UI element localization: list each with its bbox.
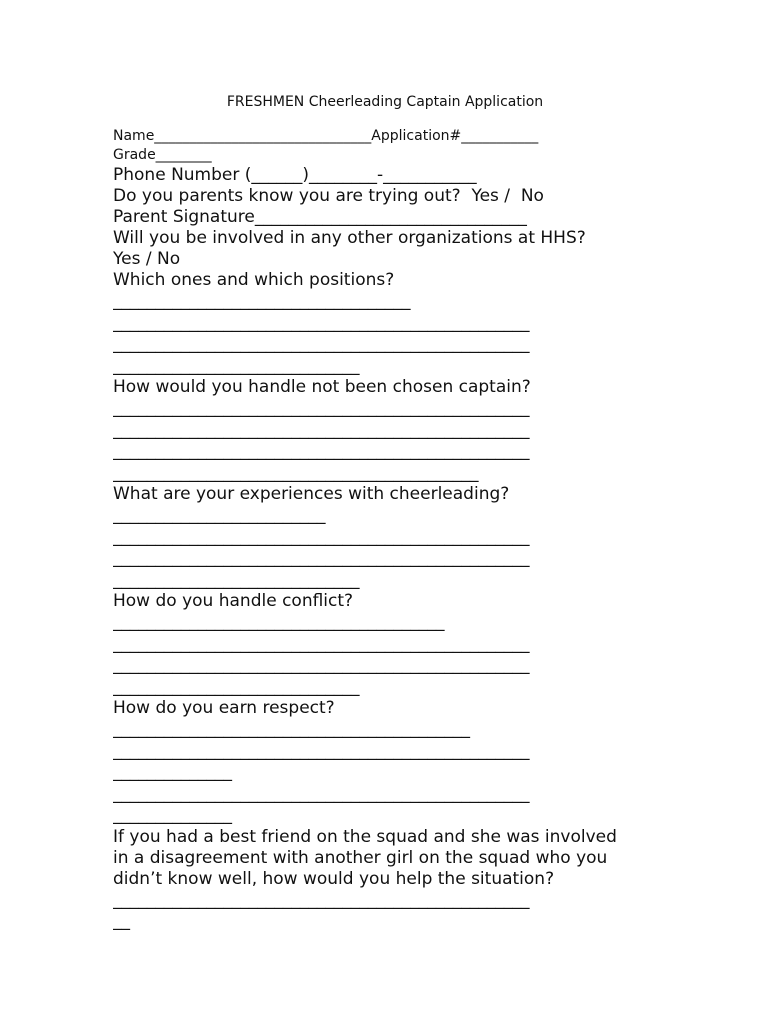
parents-know-line: Do you parents know you are trying out? Yes / No (113, 186, 544, 206)
best-friend-2-line: in a disagreement with another girl on the squad who you (113, 847, 608, 868)
answer-line[interactable]: _________________________________________________ (113, 889, 530, 910)
answer-line[interactable]: _________________________ (113, 505, 326, 525)
answer-line[interactable]: _________________________________________________ (113, 312, 530, 333)
answer-line[interactable]: _________________________________________________ (113, 783, 530, 804)
answer-line[interactable]: _________________________________________________ (113, 548, 530, 568)
answer-line[interactable]: _________________________________________________ (113, 655, 530, 675)
answer-line[interactable]: _________________________________________________ (113, 441, 530, 461)
answer-line[interactable]: _______________________________________ (113, 612, 445, 632)
best-friend-3-line: didn’t know well, how would you help the situation? (113, 868, 555, 889)
answer-line[interactable]: _________________________________________________ (113, 398, 530, 418)
answer-line[interactable]: ___________________________________ (113, 291, 411, 311)
grade-line: Grade________ (113, 147, 212, 163)
respect-line: How do you earn respect? (113, 698, 335, 718)
answer-line[interactable]: _____________________________ (113, 355, 360, 376)
answer-line[interactable]: ______________ (113, 762, 232, 782)
not-chosen-line: How would you handle not been chosen captain? (113, 377, 531, 397)
phone-number-line: Phone Number (______)________-___________ (113, 165, 477, 185)
answer-line[interactable]: _________________________________________________ (113, 334, 530, 354)
name-application-line: Name_______________________________Application#___________ (113, 128, 539, 144)
answer-line[interactable]: __ (113, 911, 130, 931)
answer-line[interactable]: _________________________________________________ (113, 740, 530, 761)
answer-line[interactable]: _________________________________________________ (113, 419, 530, 440)
answer-line[interactable]: ___________________________________________ (113, 462, 479, 483)
other-organizations-line: Will you be involved in any other organizations at HHS? (113, 228, 586, 248)
conflict-line: How do you handle conflict? (113, 591, 354, 611)
answer-line[interactable]: ______________ (113, 805, 232, 825)
best-friend-1-line: If you had a best friend on the squad and she was involved (113, 826, 617, 847)
application-form (113, 127, 658, 933)
yes-no-line: Yes / No (113, 249, 181, 269)
parent-signature-line: Parent Signature________________________________ (113, 207, 527, 227)
answer-line[interactable]: _____________________________ (113, 569, 360, 590)
experiences-line: What are your experiences with cheerleading? (113, 484, 510, 504)
document-title: FRESHMEN Cheerleading Captain Application (226, 94, 544, 110)
answer-line[interactable]: __________________________________________ (113, 719, 470, 739)
answer-line[interactable]: _________________________________________________ (113, 526, 530, 547)
answer-line[interactable]: _________________________________________________ (113, 633, 530, 654)
which-positions-line: Which ones and which positions? (113, 270, 395, 290)
answer-line[interactable]: _____________________________ (113, 676, 360, 697)
